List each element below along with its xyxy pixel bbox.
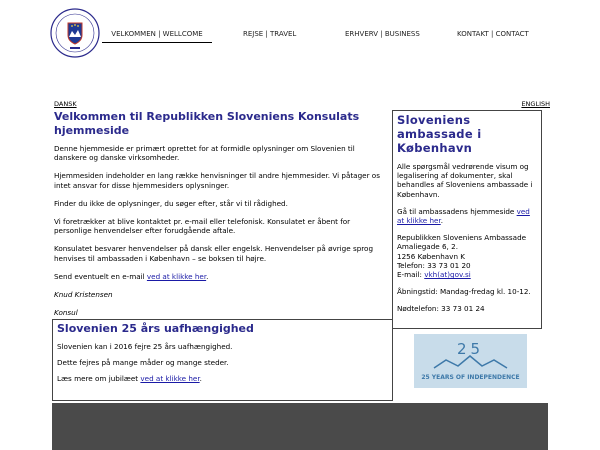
independence-p1: Slovenien kan i 2016 fejre 25 års uafhængighed. bbox=[57, 342, 233, 351]
main-content bbox=[54, 110, 384, 326]
lang-english-link[interactable]: ENGLISH bbox=[521, 100, 550, 108]
banner-number: 25 bbox=[456, 340, 485, 358]
consulate-seal-logo-icon[interactable] bbox=[50, 8, 100, 58]
embassy-email-link[interactable]: vkh(at)gov.si bbox=[424, 270, 471, 280]
embassy-homepage-link[interactable]: ved at klikke her bbox=[397, 206, 530, 226]
intro-paragraph: Denne hjemmeside er primært oprettet for at formidle oplysninger om Slovenien til danskere og danske virksomheder. bbox=[54, 144, 355, 163]
footer-bar bbox=[52, 403, 548, 450]
address-line-2: Amaliegade 6, 2. bbox=[397, 242, 458, 252]
links-paragraph: Hjemmesiden indeholder en lang række henvisninger til andre hjemmesider. Vi påtager os intet ansvar for disse hjemmesiders oplysninger. bbox=[54, 171, 380, 190]
embassy-title: Sloveniens ambassade i København bbox=[397, 113, 482, 155]
nav-welcome[interactable]: VELKOMMEN | WELLCOME bbox=[102, 30, 212, 43]
email-paragraph bbox=[54, 272, 384, 281]
jubilee-end: . bbox=[199, 374, 202, 384]
independence-p3 bbox=[57, 374, 388, 383]
opening-hours: Åbningstid: Mandag-fredag kl. 10-12. bbox=[397, 287, 531, 297]
independence-title: Slovenien 25 års uafhængighed bbox=[57, 322, 254, 335]
language-paragraph: Konsulatet besvarer henvendelser på dansk eller engelsk. Henvendelser på øvrige sprog henvises til ambassaden i København – se boksen til højre. bbox=[54, 244, 374, 263]
emergency-phone: Nødtelefon: 33 73 01 24 bbox=[397, 304, 485, 314]
page-title: Velkommen til Republikken Sloveniens Konsulats hjemmeside bbox=[54, 110, 360, 137]
embassy-info: Alle spørgsmål vedrørende visum og legalisering af dokumenter, skal behandles af Sloveniens ambassade i København. bbox=[397, 162, 533, 199]
embassy-address bbox=[397, 233, 537, 279]
embassy-link-end: . bbox=[440, 216, 444, 226]
lang-danish-link[interactable]: DANSK bbox=[54, 100, 77, 108]
help-paragraph: Finder du ikke de oplysninger, du søger efter, står vi til rådighed. bbox=[54, 198, 288, 208]
independence-banner[interactable] bbox=[414, 334, 527, 388]
email-link[interactable]: ved at klikke her bbox=[146, 271, 207, 281]
email-text: Send eventuelt en e-mail bbox=[54, 271, 147, 281]
embassy-link-paragraph bbox=[397, 207, 537, 225]
independence-box bbox=[52, 319, 393, 401]
address-line-3: 1256 København K bbox=[397, 251, 465, 261]
embassy-box bbox=[392, 110, 542, 329]
embassy-link-text: Gå til ambassadens hjemmeside bbox=[397, 206, 517, 216]
nav-travel[interactable]: REJSE | TRAVEL bbox=[243, 30, 297, 38]
independence-p2: Dette fejres på mange måder og mange steder. bbox=[57, 358, 229, 368]
jubilee-text: Læs mere om jubilæet bbox=[57, 374, 141, 384]
jubilee-link[interactable]: ved at klikke her bbox=[140, 374, 200, 384]
banner-caption: 25 YEARS OF INDEPENDENCE bbox=[421, 374, 520, 381]
signature-name: Knud Kristensen bbox=[54, 290, 113, 300]
embassy-phone: Telefon: 33 73 01 20 bbox=[397, 260, 471, 270]
signature-title: Konsul bbox=[54, 308, 78, 318]
nav-business[interactable]: ERHVERV | BUSINESS bbox=[345, 30, 420, 38]
nav-contact[interactable]: KONTAKT | CONTACT bbox=[457, 30, 529, 38]
email-end: . bbox=[206, 271, 209, 281]
address-line-1: Republikken Sloveniens Ambassade bbox=[397, 233, 527, 243]
contact-paragraph: Vi foretrækker at blive kontaktet pr. e-mail eller telefonisk. Konsulatet er åbent for personlige henvendelser efter forudgående aftale. bbox=[54, 217, 351, 236]
email-label: E-mail: bbox=[397, 270, 425, 280]
